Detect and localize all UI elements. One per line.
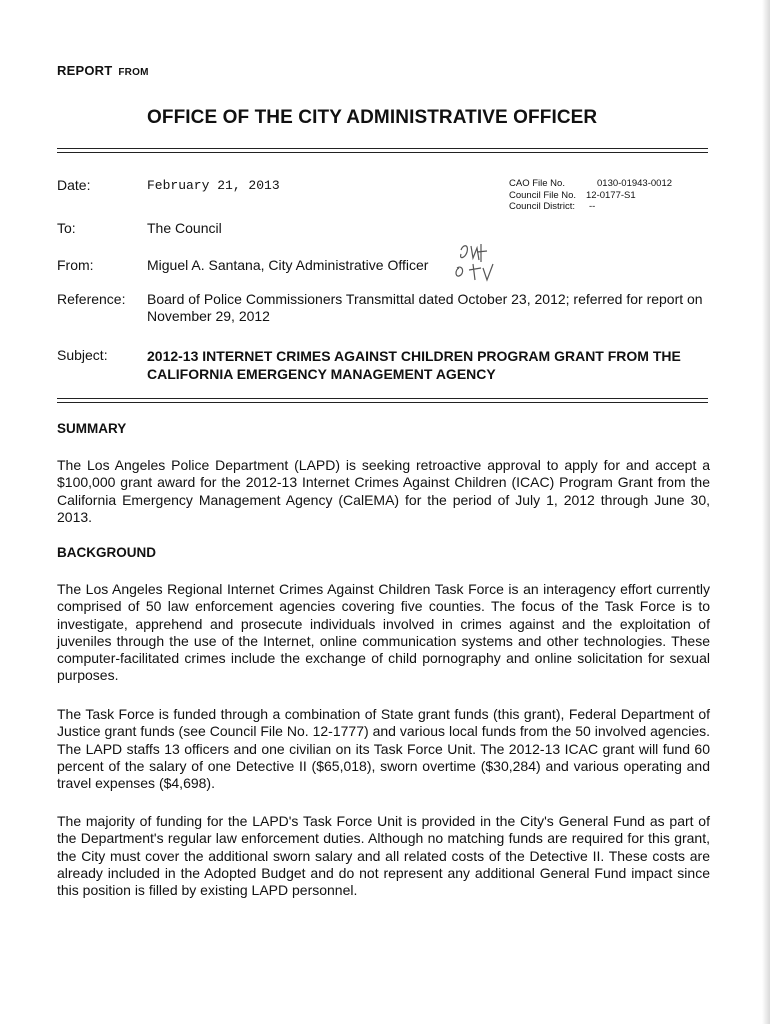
to-value: The Council [147,220,222,236]
council-file-value: 12-0177-S1 [586,189,636,201]
background-heading: BACKGROUND [57,545,156,560]
cao-file-value: 0130-01943-0012 [597,178,673,189]
handwritten-initials-icon [449,240,505,288]
subject-rule-top [57,398,708,399]
council-district-value: -- [589,201,596,212]
header-rule-top [57,148,708,149]
header-rule-bottom [57,152,708,153]
subject-rule-bottom [57,402,708,403]
cao-file-row [509,178,672,190]
from-value: Miguel A. Santana, City Administrative Officer [147,257,429,273]
council-district-label: Council District: [509,201,575,212]
background-paragraph-1: The Los Angeles Regional Internet Crimes Against Children Task Force is an interagency effort currently comprised of 50 law enforcement agencies covering five counties. The focus of the Task Force is to investigate, apprehend and prosecute individuals involved in crimes against and the exploitation of juveniles through the use of the Internet, online communication systems and other technologies. These computer-facilitated crimes include the exchange of child pornography and online solicitation for sexual purposes. [57,581,710,684]
report-label: REPORT [57,63,113,78]
from-label: FROM [118,67,149,78]
council-file-label: Council File No. [509,189,577,201]
office-title: OFFICE OF THE CITY ADMINISTRATIVE OFFICER [147,107,598,128]
cao-file-label: CAO File No. [509,178,565,189]
summary-paragraph: The Los Angeles Police Department (LAPD) is seeking retroactive approval to apply for and accept a $100,000 grant award for the 2012-13 Internet Crimes Against Children (ICAC) Program Grant from the California Emergency Management Agency (CalEMA) for the period of July 1, 2012 through June 30, 2013. [57,457,710,525]
background-paragraph-3: The majority of funding for the LAPD's Task Force Unit is provided in the City's General Fund as part of the Department's regular law enforcement duties. Although no matching funds are required for this grant, the City must cover the additional sworn salary and all related costs of the Detective II. These costs are already included in the Adopted Budget and do not represent any additional General Fund impact since this position is filled by existing LAPD personnel. [57,813,710,899]
date-value: February 21, 2013 [147,178,280,193]
file-number-block [509,178,672,213]
summary-heading: SUMMARY [57,421,127,436]
council-file-row [509,190,672,202]
to-label: To: [57,220,76,236]
reference-value: Board of Police Commissioners Transmittal dated October 23, 2012; referred for report on November 29, 2012 [147,291,703,324]
council-district-row [509,201,672,213]
background-paragraph-2: The Task Force is funded through a combination of State grant funds (this grant), Federal Department of Justice grant funds (see Council File No. 12-1777) and various local funds from the 50 involved agencies. The LAPD staffs 13 officers and one civilian on its Task Force Unit. The 2012-13 ICAC grant will fund 60 percent of the salary of one Detective II ($65,018), sworn overtime ($30,284) and various operating and travel expenses ($4,698). [57,706,710,792]
subject-value: 2012-13 INTERNET CRIMES AGAINST CHILDREN PROGRAM GRANT FROM THE CALIFORNIA EMERGENCY MANAGEMENT AGENCY [147,348,681,382]
reference-label: Reference: [57,291,126,307]
page-edge [762,0,770,1024]
report-from-line [57,63,149,78]
subject-label: Subject: [57,347,108,363]
from-field-label: From: [57,257,94,273]
date-label: Date: [57,177,91,193]
